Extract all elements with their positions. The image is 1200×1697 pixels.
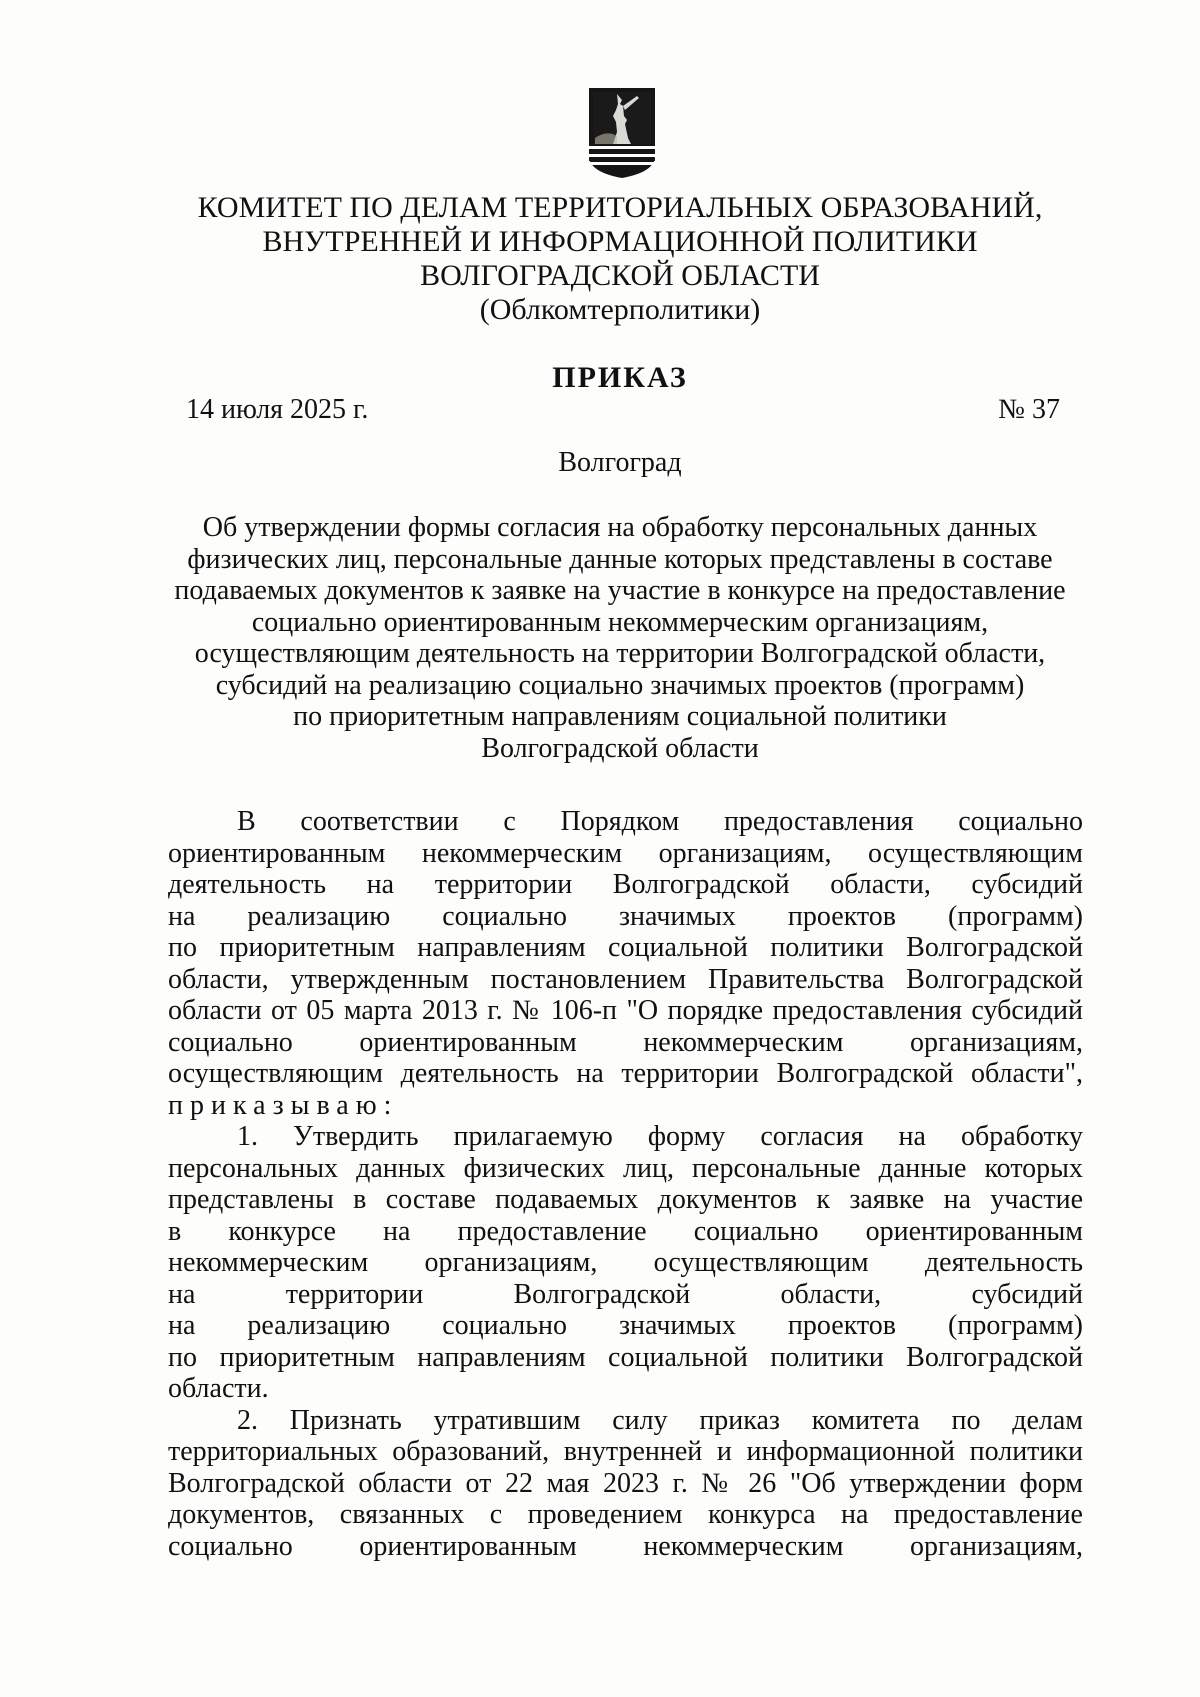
order-number: № 37 <box>998 394 1060 425</box>
subject-line: по приоритетным направлениям социальной политики <box>293 701 947 732</box>
body-line: области, утвержденным постановлением Правительства Волгоградской <box>168 963 1083 995</box>
body-line: в конкурсе на предоставление социально ориентированным <box>168 1215 1083 1247</box>
subject-line: осуществляющим деятельность на территории Волгоградской области, <box>194 638 1046 669</box>
order-body <box>168 806 1083 1562</box>
subject-line: физических лиц, персональные данные которых представлены в составе <box>187 543 1053 575</box>
body-line: документов, связанных с проведением конкурса на предоставление <box>168 1499 1083 1530</box>
order-item-2 <box>168 1405 1083 1563</box>
body-line: области. <box>168 1373 269 1404</box>
item-number: 2. <box>237 1404 258 1436</box>
order-date: 14 июля 2025 г. <box>186 394 369 425</box>
subject-line: подаваемых документов к заявке на участие в конкурсе на предоставление <box>174 575 1066 606</box>
body-line: на территории Волгоградской области, субсидий <box>168 1278 1083 1310</box>
subject-line: Волгоградской области <box>481 732 759 764</box>
subject-line: субсидий на реализацию социально значимых проектов (программ) <box>215 669 1025 701</box>
item-number: 1. <box>237 1121 258 1152</box>
org-title-line: ВОЛГОГРАДСКОЙ ОБЛАСТИ <box>420 259 820 292</box>
body-line: территориальных образований, внутренней и информационной политики <box>168 1436 1083 1467</box>
body-line: ориентированным некоммерческим организациям, осуществляющим <box>168 837 1083 869</box>
subject-line: Об утверждении формы согласия на обработку персональных данных <box>202 512 1038 543</box>
body-line: социально ориентированным некоммерческим организациям, <box>168 1530 1083 1562</box>
body-line: на реализацию социально значимых проектов (программ) <box>168 900 1083 932</box>
body-line <box>168 1121 1083 1153</box>
body-line: области от 05 марта 2013 г. № 106-п "О порядке предоставления субсидий <box>168 995 1083 1026</box>
body-line: деятельность на территории Волгоградской области, субсидий <box>168 869 1083 900</box>
order-word: приказываю: <box>168 1089 399 1121</box>
org-title-line: КОМИТЕТ ПО ДЕЛАМ ТЕРРИТОРИАЛЬНЫХ ОБРАЗОВАНИЙ, <box>197 191 1043 224</box>
body-line: В соответствии с Порядком предоставления социально <box>237 806 1083 837</box>
body-line: Волгоградской области от 22 мая 2023 г. № 26 "Об утверждении форм <box>168 1467 1083 1499</box>
body-line: социально ориентированным некоммерческим организациям, <box>168 1026 1083 1058</box>
org-abbreviation: (Облкомтерполитики) <box>479 293 761 326</box>
body-line <box>168 1405 1083 1437</box>
org-title-line: ВНУТРЕННЕЙ И ИНФОРМАЦИОННОЙ ПОЛИТИКИ <box>262 225 978 258</box>
body-line: некоммерческим организациям, осуществляющим деятельность <box>168 1247 1083 1278</box>
body-line: осуществляющим деятельность на территории Волгоградской области", <box>168 1058 1083 1089</box>
body-line: представлены в составе подаваемых документов к заявке на участие <box>168 1184 1083 1215</box>
item-first-line: Признать утратившим силу приказ комитета по делам <box>289 1404 1083 1436</box>
volgograd-coat-of-arms-icon <box>587 86 657 180</box>
item-first-line: Утвердить прилагаемую форму согласия на обработку <box>293 1121 1083 1152</box>
body-line: персональных данных физических лиц, персональные данные которых <box>168 1152 1083 1184</box>
order-city: Волгоград <box>558 447 682 478</box>
body-line: по приоритетным направлениям социальной политики Волгоградской <box>168 1341 1083 1373</box>
body-line: по приоритетным направлениям социальной политики Волгоградской <box>168 932 1083 963</box>
order-subject <box>160 512 1080 764</box>
preamble-paragraph <box>168 806 1083 1121</box>
subject-line: социально ориентированным некоммерческим организациям, <box>251 606 989 638</box>
order-item-1 <box>168 1121 1083 1405</box>
order-title: ПРИКАЗ <box>552 361 688 394</box>
body-line: на реализацию социально значимых проектов (программ) <box>168 1310 1083 1341</box>
organization-title <box>120 191 1120 327</box>
